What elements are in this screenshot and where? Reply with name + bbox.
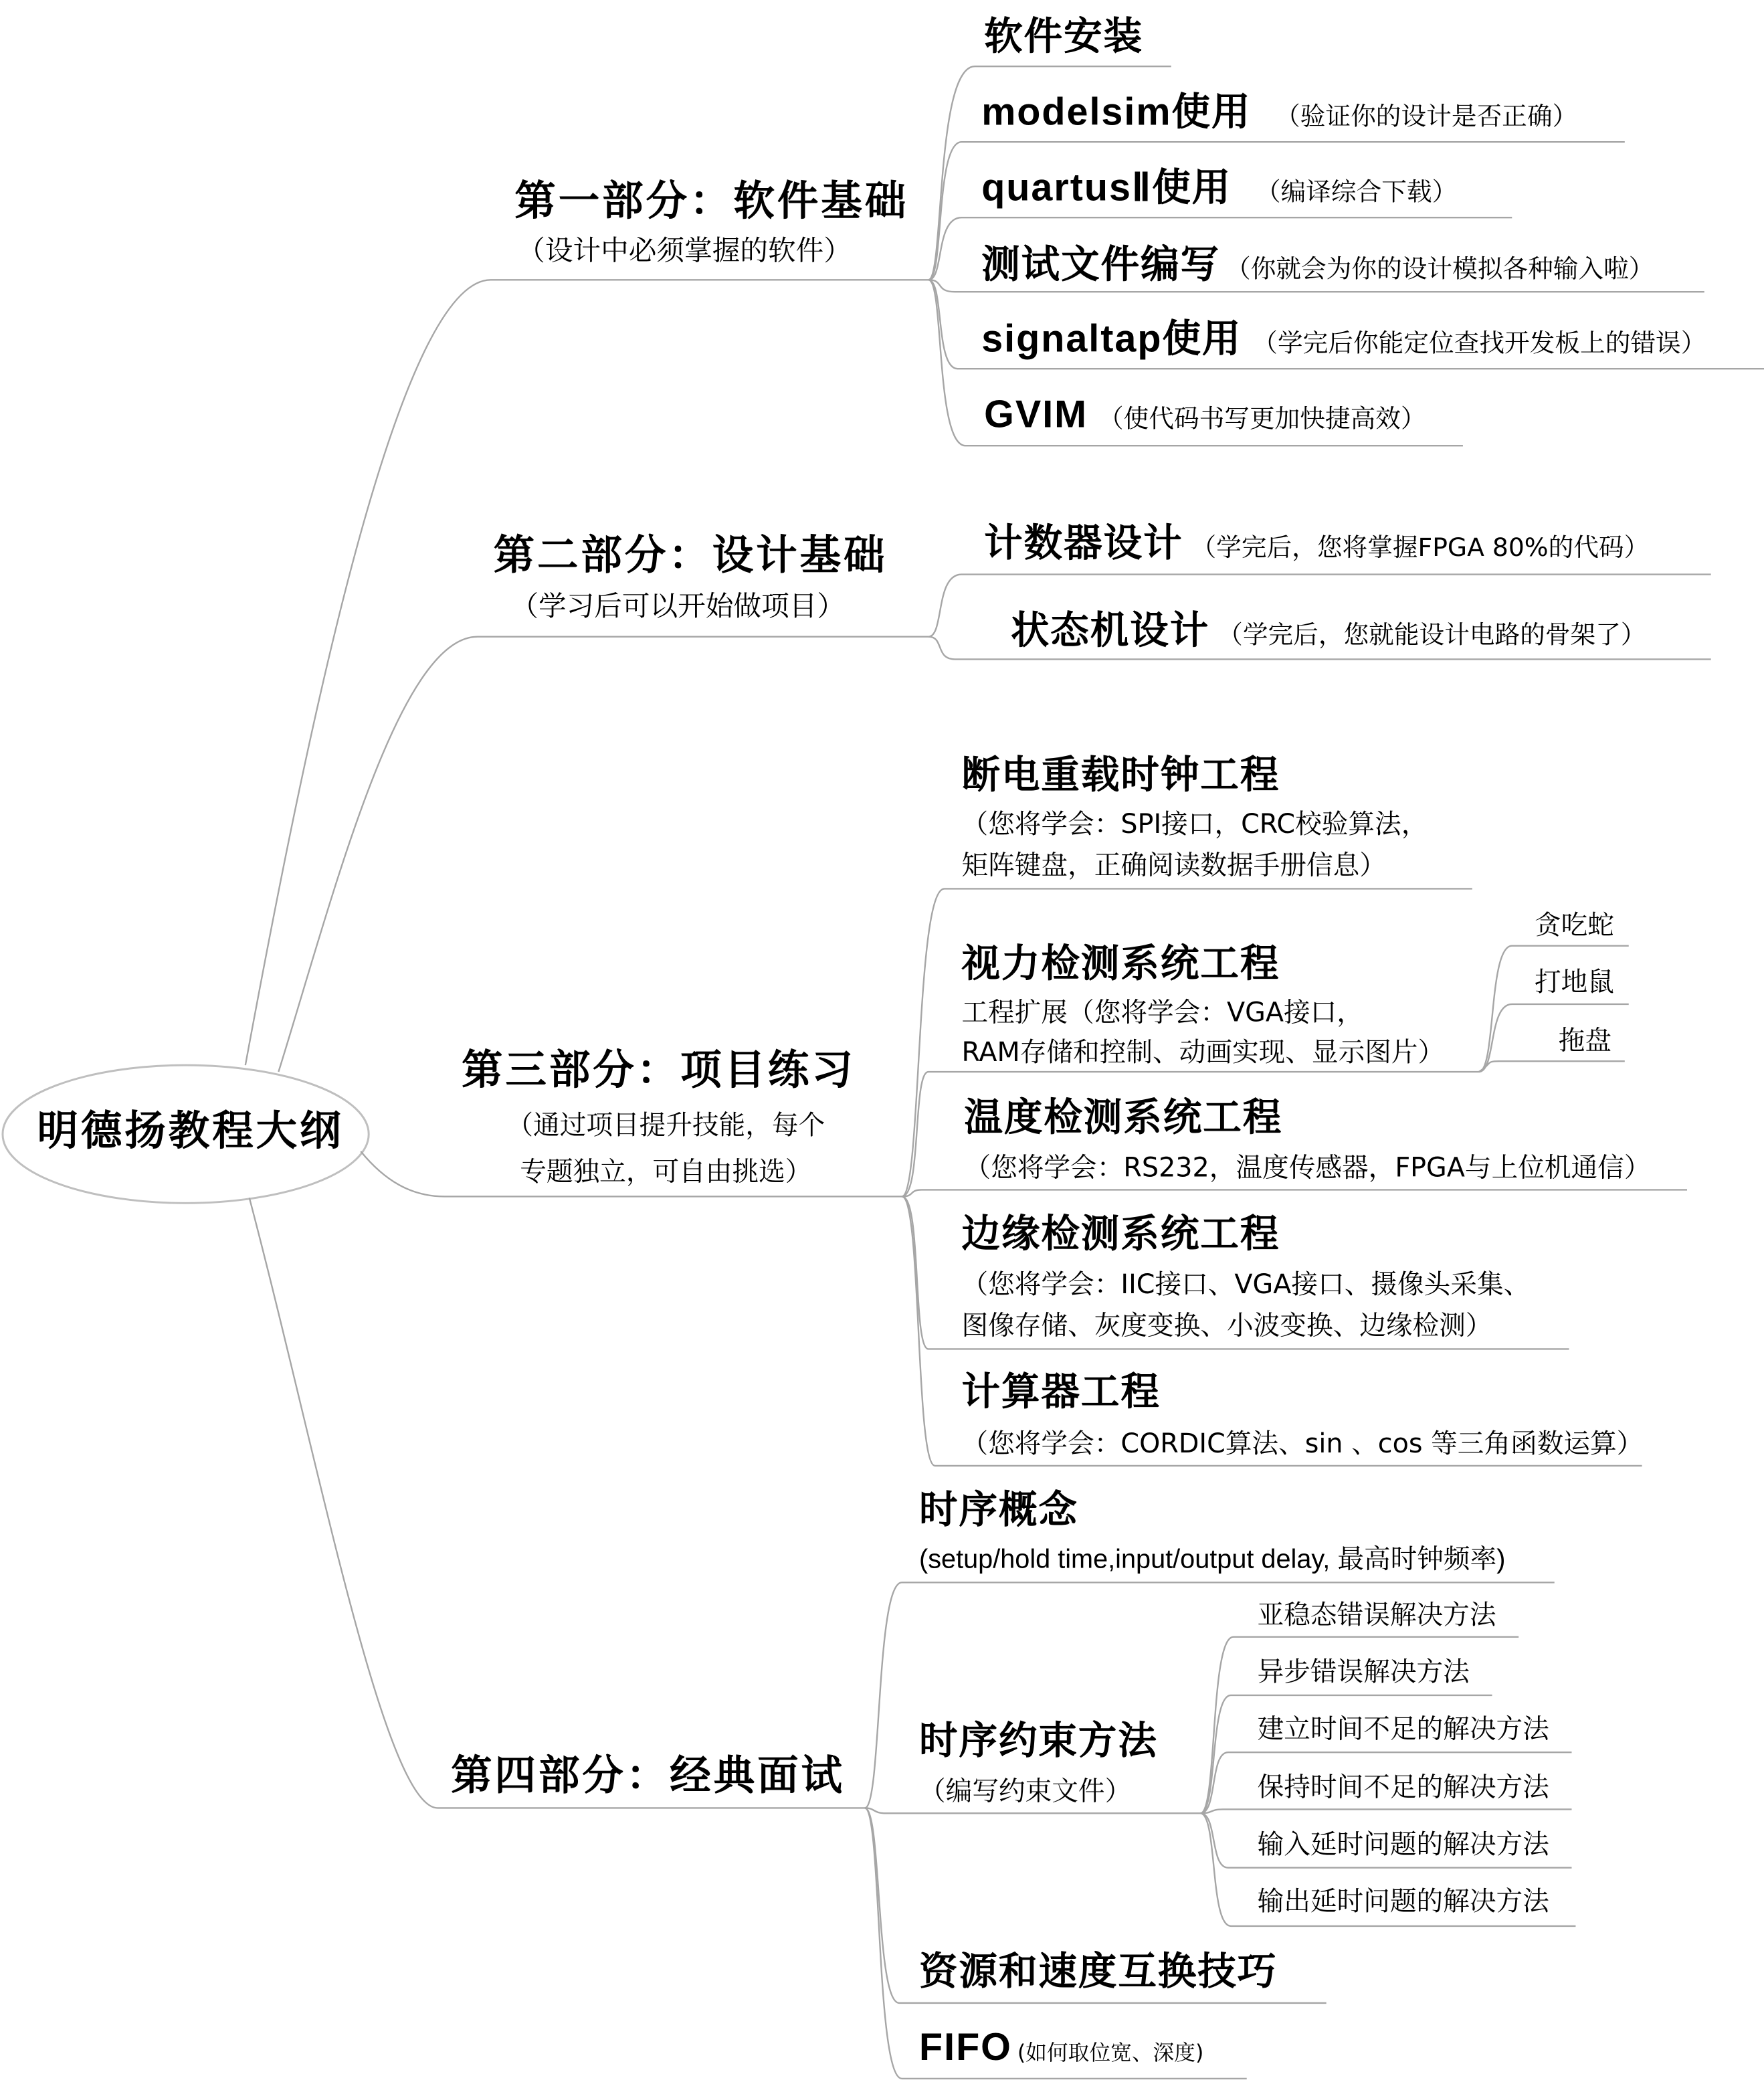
project-power-clock: 断电重载时钟工程 [961,752,1280,797]
item-testbench: 测试文件编写 [981,241,1221,287]
item-note: （使代码书写更加快捷高效） [1098,404,1426,434]
item-fifo: FIFO [919,2026,1012,2070]
part3-subtitle-1: （通过项目提升技能，每个 [506,1109,825,1141]
item-timing-constraints: 时序约束方法 [919,1717,1158,1764]
item-note: （你就会为你的设计模拟各种输入啦） [1226,254,1654,284]
part3-subtitle-2: 专题独立，可自由挑选） [520,1155,812,1188]
item-gvim: GVIM [984,393,1088,437]
project-desc: 矩阵键盘，正确阅读数据手册信息） [961,848,1386,881]
part1-subtitle: （设计中必须掌握的软件） [517,234,852,267]
item-timing-concept: 时序概念 [919,1487,1078,1533]
item-resource-speed: 资源和速度互换技巧 [919,1948,1278,1994]
item-note: （编译综合下载） [1255,177,1458,207]
project-temperature: 温度检测系统工程 [964,1094,1283,1140]
item-note: （学完后，您就能设计电路的骨架了） [1217,620,1646,650]
item-desc: （编写约束文件） [919,1774,1132,1807]
item-quartus: quartusⅡ使用 [981,167,1232,210]
project-desc: （您将学会：RS232，温度传感器，FPGA与上位机通信） [964,1151,1651,1184]
project-calculator: 计算器工程 [961,1369,1161,1414]
link-root-part1 [246,280,928,1065]
constraint-sub: 输出延时问题的解决方法 [1257,1885,1549,1917]
constraint-sub: 保持时间不足的解决方法 [1257,1770,1549,1803]
project-vision: 视力检测系统工程 [961,940,1280,986]
ext-whack-mole: 打地鼠 [1534,965,1614,998]
part3-title: 第三部分：项目练习 [461,1046,856,1095]
link-root-part4 [250,1198,865,1808]
project-desc: 图像存储、灰度变换、小波变换、边缘检测） [961,1309,1492,1341]
project-edge: 边缘检测系统工程 [961,1211,1280,1256]
part4-title: 第四部分：经典面试 [451,1752,845,1800]
item-desc: (setup/hold time,input/output delay, 最高时钟频率) [919,1545,1506,1575]
constraint-sub: 建立时间不足的解决方法 [1257,1712,1549,1745]
constraint-sub: 输入延时问题的解决方法 [1257,1828,1549,1860]
item-modelsim: modelsim使用 [981,91,1252,134]
link-root-part2 [278,637,928,1072]
constraint-sub: 异步错误解决方法 [1257,1655,1470,1687]
item-fsm: 状态机设计 [1010,607,1210,653]
root-node: 明德扬教程大纲 [37,1107,344,1155]
project-desc: RAM存储和控制、动画实现、显示图片） [961,1036,1445,1068]
item-counter: 计数器设计 [984,520,1183,565]
part1-title: 第一部分：软件基础 [514,177,909,226]
ext-snake: 贪吃蛇 [1534,909,1614,941]
project-desc: （您将学会：IIC接口、VGA接口、摄像头采集、 [961,1268,1531,1301]
part2-subtitle: （学习后可以开始做项目） [510,590,845,622]
item-software-install: 软件安装 [984,13,1144,59]
item-note: (如何取位宽、深度) [1017,2040,1204,2066]
item-note: （学完后，您将掌握FPGA 80%的代码） [1191,533,1650,563]
part2-title: 第二部分：设计基础 [493,532,888,580]
ext-tray: 拖盘 [1558,1024,1611,1056]
project-desc: （您将学会：SPI接口，CRC校验算法， [961,808,1428,840]
project-desc: （您将学会：CORDIC算法、sin 、cos 等三角函数运算） [961,1427,1644,1459]
constraint-sub: 亚稳态错误解决方法 [1257,1598,1496,1630]
item-signaltap: signaltap使用 [981,318,1242,361]
project-desc: 工程扩展（您将学会：VGA接口， [961,996,1363,1028]
item-note: （验证你的设计是否正确） [1275,102,1578,132]
item-note: （学完后你能定位查找开发板上的错误） [1252,328,1706,359]
